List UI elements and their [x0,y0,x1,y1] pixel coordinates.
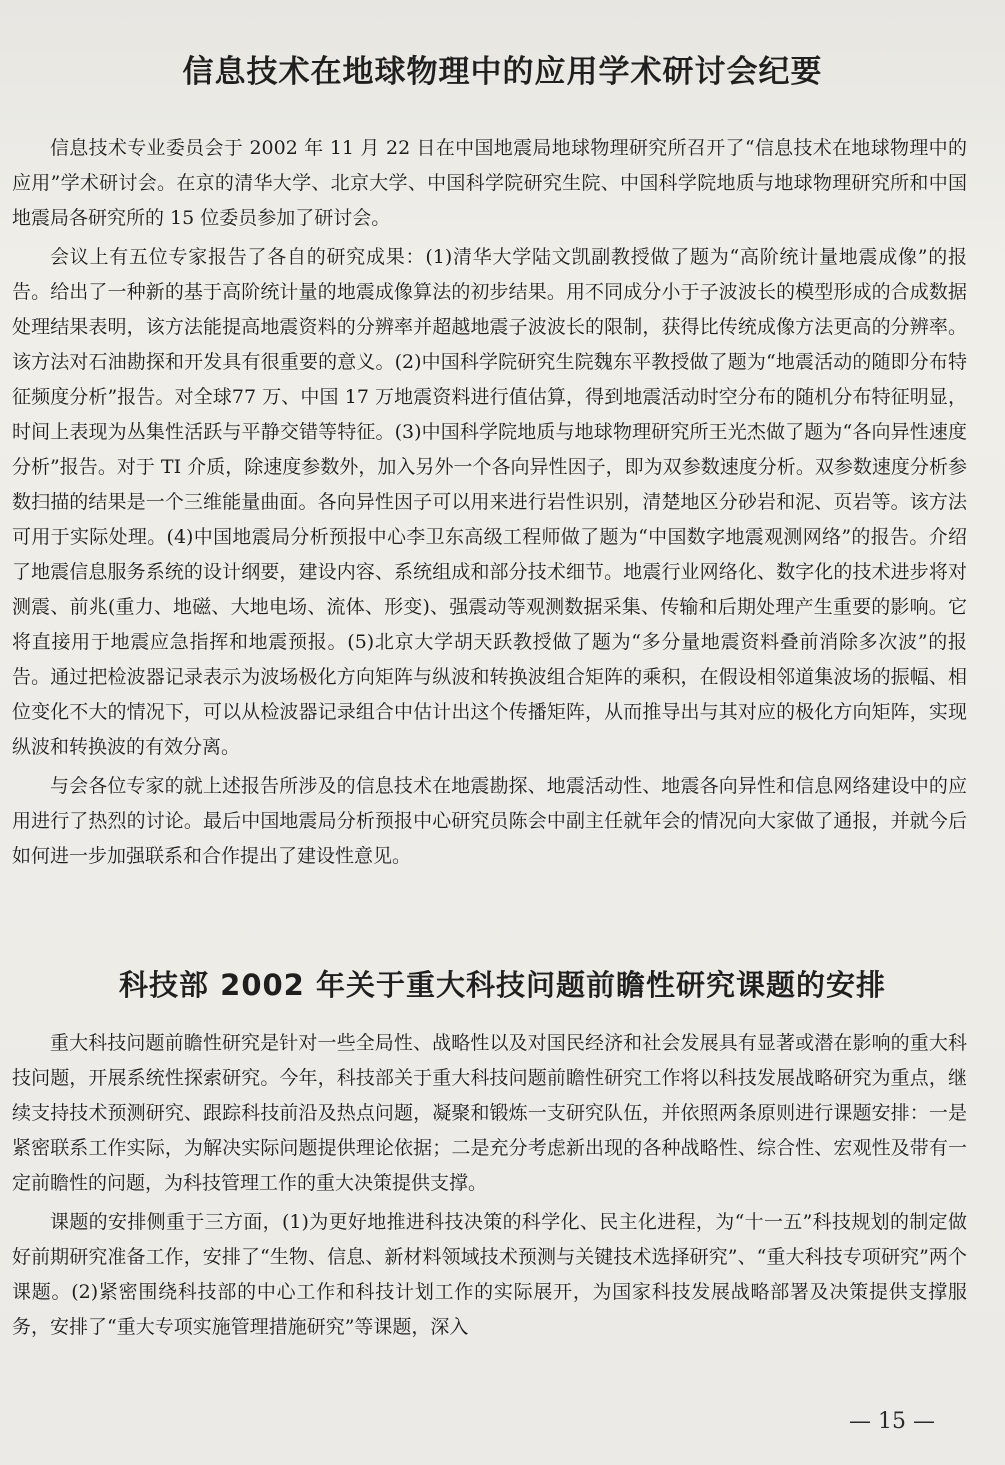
article-1-paragraph-1: 信息技术专业委员会于 2002 年 11 月 22 日在中国地震局地球物理研究所召开了“信息技术在地球物理中的应用”学术研讨会。在京的清华大学、北京大学、中国科学院研究生院、中国科学院地质与地球物理研究所和中国地震局各研究所的 15 位委员参加了研讨会。 [12,137,967,229]
article-2-paragraph-2: 课题的安排侧重于三方面，(1)为更好地推进科技决策的科学化、民主化进程，为“十一五”科技规划的制定做好前期研究准备工作，安排了“生物、信息、新材料领域技术预测与关键技术选择研究”、“重大科技专项研究”两个课题。(2)紧密围绕科技部的中心工作和科技计划工作的实际展开，为国家科技发展战略部署及决策提供支撑服务，安排了“重大专项实施管理措施研究”等课题，深入 [12,1211,967,1338]
article-title-ministry-of-science-and-technology-research-arrangement: 科技部 2002 年关于重大科技问题前瞻性研究课题的安排 [119,968,886,1002]
article-body-2 [12,1026,967,1345]
article-body-1 [12,131,967,874]
article-title-information-technology-geophysics: 信息技术在地球物理中的应用学术研讨会纪要 [182,54,823,90]
article-1-paragraph-3: 与会各位专家的就上述报告所涉及的信息技术在地震勘探、地震活动性、地震各向异性和信息网络建设中的应用进行了热烈的讨论。最后中国地震局分析预报中心研究员陈会中副主任就年会的情况向大家做了通报，并就今后如何进一步加强联系和合作提出了建设性意见。 [12,775,967,867]
article-1-paragraph-2: 会议上有五位专家报告了各自的研究成果：(1)清华大学陆文凯副教授做了题为“高阶统计量地震成像”的报告。给出了一种新的基于高阶统计量的地震成像算法的初步结果。用不同成分小于子波波长的模型形成的合成数据处理结果表明，该方法能提高地震资料的分辨率并超越地震子波波长的限制，获得比传统成像方法更高的分辨率。该方法对石油勘探和开发具有很重要的意义。(2)中国科学院研究生院魏东平教授做了题为“地震活动的随即分布特征频度分析”报告。对全球77 万、中国 17 万地震资料进行值估算，得到地震活动时空分布的随机分布特征明显，时间上表现为丛集性活跃与平静交错等特征。(3)中国科学院地质与地球物理研究所王光杰做了题为“各向异性速度分析”报告。对于 TI 介质，除速度参数外，加入另外一个各向异性因子，即为双参数速度分析。双参数速度分析参数扫描的结果是一个三维能量曲面。各向异性因子可以用来进行岩性识别，清楚地区分砂岩和泥、页岩等。该方法可用于实际处理。(4)中国地震局分析预报中心李卫东高级工程师做了题为“中国数字地震观测网络”的报告。介绍了地震信息服务系统的设计纲要，建设内容、系统组成和部分技术细节。地震行业网络化、数字化的技术进步将对测震、前兆(重力、地磁、大地电场、流体、形变)、强震动等观测数据采集、传输和后期处理产生重要的影响。它将直接用于地震应急指挥和地震预报。(5)北京大学胡天跃教授做了题为“多分量地震资料叠前消除多次波”的报告。通过把检波器记录表示为波场极化方向矩阵与纵波和转换波组合矩阵的乘积，在假设相邻道集波场的振幅、相位变化不大的情况下，可以从检波器记录组合中估计出这个传播矩阵，从而推导出与其对应的极化方向矩阵，实现纵波和转换波的有效分离。 [12,246,967,758]
article-2-paragraph-1: 重大科技问题前瞻性研究是针对一些全局性、战略性以及对国民经济和社会发展具有显著或潜在影响的重大科技问题，开展系统性探索研究。今年，科技部关于重大科技问题前瞻性研究工作将以科技发展战略研究为重点，继续支持技术预测研究、跟踪科技前沿及热点问题，凝聚和锻炼一支研究队伍，并依照两条原则进行课题安排：一是紧密联系工作实际，为解决实际问题提供理论依据；二是充分考虑新出现的各种战略性、综合性、宏观性及带有一定前瞻性的问题，为科技管理工作的重大决策提供支撑。 [12,1032,967,1194]
page-number: — 15 — [849,1409,935,1434]
